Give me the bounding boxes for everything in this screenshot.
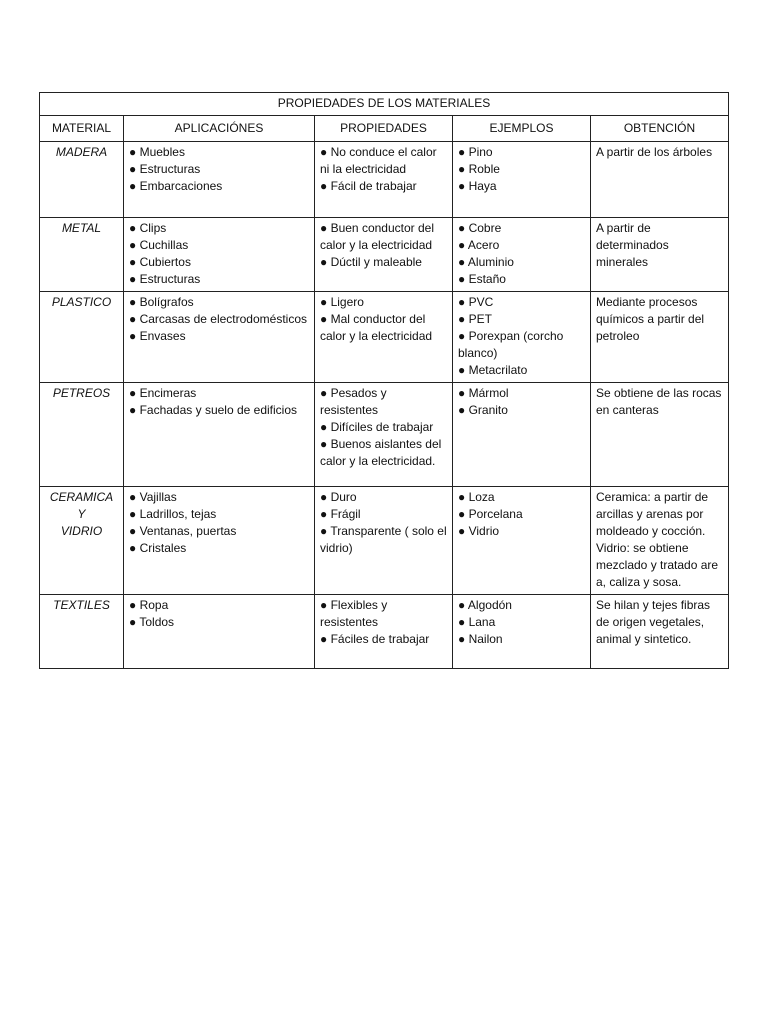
aplicaciones-cell xyxy=(124,487,315,595)
propiedades-cell xyxy=(315,142,453,218)
material-cell xyxy=(40,292,124,383)
material-name: METAL xyxy=(61,221,102,235)
table-row xyxy=(40,487,729,595)
material-name: TEXTILES xyxy=(53,598,110,612)
list-item: ● Fácil de trabajar xyxy=(320,179,417,193)
list-item: ● Roble xyxy=(458,162,500,176)
table-title: PROPIEDADES DE LOS MATERIALES xyxy=(40,93,729,116)
list-item: ● Difíciles de trabajar xyxy=(320,420,434,434)
propiedades-cell xyxy=(315,595,453,669)
list-item: ● Embarcaciones xyxy=(129,179,223,193)
materials-table xyxy=(39,92,729,669)
header-material: MATERIAL xyxy=(40,116,124,142)
header-ejemplos: EJEMPLOS xyxy=(453,116,591,142)
list-item: ● Fachadas y suelo de edificios xyxy=(129,403,298,417)
header-row xyxy=(40,116,729,142)
list-item: ● Lana xyxy=(458,615,496,629)
list-item: ● Nailon xyxy=(458,632,503,646)
obtencion-cell: Se obtiene de las rocas en canteras xyxy=(591,383,729,487)
material-cell xyxy=(40,487,124,595)
material-name: MADERA xyxy=(55,145,108,159)
list-item: ● Flexibles y resistentes xyxy=(320,598,388,629)
list-item: ● Cubiertos xyxy=(129,255,191,269)
list-item: ● Transparente ( solo el vidrio) xyxy=(320,524,447,555)
list-item: ● Ligero xyxy=(320,295,364,309)
header-propiedades: PROPIEDADES xyxy=(315,116,453,142)
table-row xyxy=(40,218,729,292)
list-item: ● Mal conductor del calor y la electricidad xyxy=(320,312,433,343)
list-item: ● Vajillas xyxy=(129,490,177,504)
obtencion-cell: Mediante procesos químicos a partir del petroleo xyxy=(591,292,729,383)
ejemplos-cell xyxy=(453,383,591,487)
list-item: ● Ventanas, puertas xyxy=(129,524,237,538)
list-item: ● Pesados y resistentes xyxy=(320,386,387,417)
list-item: ● Cristales xyxy=(129,541,187,555)
list-item: ● Algodón xyxy=(458,598,512,612)
list-item: ● PET xyxy=(458,312,492,326)
table-row xyxy=(40,142,729,218)
list-item: ● Frágil xyxy=(320,507,361,521)
header-obtencion: OBTENCIÓN xyxy=(591,116,729,142)
list-item: ● Metacrilato xyxy=(458,363,528,377)
list-item: ● Toldos xyxy=(129,615,175,629)
list-item: ● Duro xyxy=(320,490,357,504)
material-name: PLASTICO xyxy=(51,295,112,309)
list-item: ● Clips xyxy=(129,221,167,235)
obtencion-cell: A partir de los árboles xyxy=(591,142,729,218)
list-item: ● No conduce el calor ni la electricidad xyxy=(320,145,437,176)
list-item: ● Dúctil y maleable xyxy=(320,255,422,269)
list-item: ● Ropa xyxy=(129,598,169,612)
aplicaciones-cell xyxy=(124,218,315,292)
header-aplicaciones: APLICACIÓNES xyxy=(124,116,315,142)
aplicaciones-cell xyxy=(124,142,315,218)
material-cell xyxy=(40,218,124,292)
list-item: ● Buen conductor del calor y la electricidad xyxy=(320,221,434,252)
material-name: CERAMICA xyxy=(49,490,114,504)
ejemplos-cell xyxy=(453,218,591,292)
propiedades-cell xyxy=(315,218,453,292)
aplicaciones-cell xyxy=(124,595,315,669)
title-row xyxy=(40,93,729,116)
list-item: ● Vidrio xyxy=(458,524,500,538)
list-item: ● Carcasas de electrodomésticos xyxy=(129,312,307,326)
propiedades-cell xyxy=(315,487,453,595)
table-row xyxy=(40,595,729,669)
list-item: ● Muebles xyxy=(129,145,185,159)
ejemplos-cell xyxy=(453,142,591,218)
list-item: ● Ladrillos, tejas xyxy=(129,507,217,521)
material-cell xyxy=(40,383,124,487)
list-item: ● Buenos aislantes del calor y la electricidad. xyxy=(320,437,442,468)
propiedades-cell xyxy=(315,292,453,383)
list-item: ● Acero xyxy=(458,238,500,252)
aplicaciones-cell xyxy=(124,383,315,487)
list-item: ● Envases xyxy=(129,329,186,343)
list-item: ● Fáciles de trabajar xyxy=(320,632,430,646)
list-item: ● Aluminio xyxy=(458,255,514,269)
list-item: ● PVC xyxy=(458,295,494,309)
material-name: PETREOS xyxy=(52,386,111,400)
obtencion-cell: A partir de determinados minerales xyxy=(591,218,729,292)
list-item: ● Porexpan (corcho blanco) xyxy=(458,329,564,360)
propiedades-cell xyxy=(315,383,453,487)
list-item: ● Loza xyxy=(458,490,495,504)
table-row xyxy=(40,292,729,383)
obtencion-cell: Se hilan y tejes fibras de origen vegetales, animal y sintetico. xyxy=(591,595,729,669)
material-name: VIDRIO xyxy=(60,524,103,538)
list-item: ● Estaño xyxy=(458,272,506,286)
list-item: ● Mármol xyxy=(458,386,509,400)
material-name: Y xyxy=(77,507,86,521)
list-item: ● Estructuras xyxy=(129,162,201,176)
material-cell xyxy=(40,595,124,669)
list-item: ● Haya xyxy=(458,179,497,193)
material-cell xyxy=(40,142,124,218)
list-item: ● Cobre xyxy=(458,221,502,235)
list-item: ● Granito xyxy=(458,403,508,417)
list-item: ● Pino xyxy=(458,145,493,159)
aplicaciones-cell xyxy=(124,292,315,383)
list-item: ● Encimeras xyxy=(129,386,197,400)
list-item: ● Estructuras xyxy=(129,272,201,286)
obtencion-cell: Ceramica: a partir de arcillas y arenas por moldeado y cocción. Vidrio: se obtiene mezclado y tratado are a, caliza y sosa. xyxy=(591,487,729,595)
list-item: ● Cuchillas xyxy=(129,238,189,252)
ejemplos-cell xyxy=(453,487,591,595)
list-item: ● Bolígrafos xyxy=(129,295,194,309)
ejemplos-cell xyxy=(453,292,591,383)
table-row xyxy=(40,383,729,487)
ejemplos-cell xyxy=(453,595,591,669)
list-item: ● Porcelana xyxy=(458,507,523,521)
